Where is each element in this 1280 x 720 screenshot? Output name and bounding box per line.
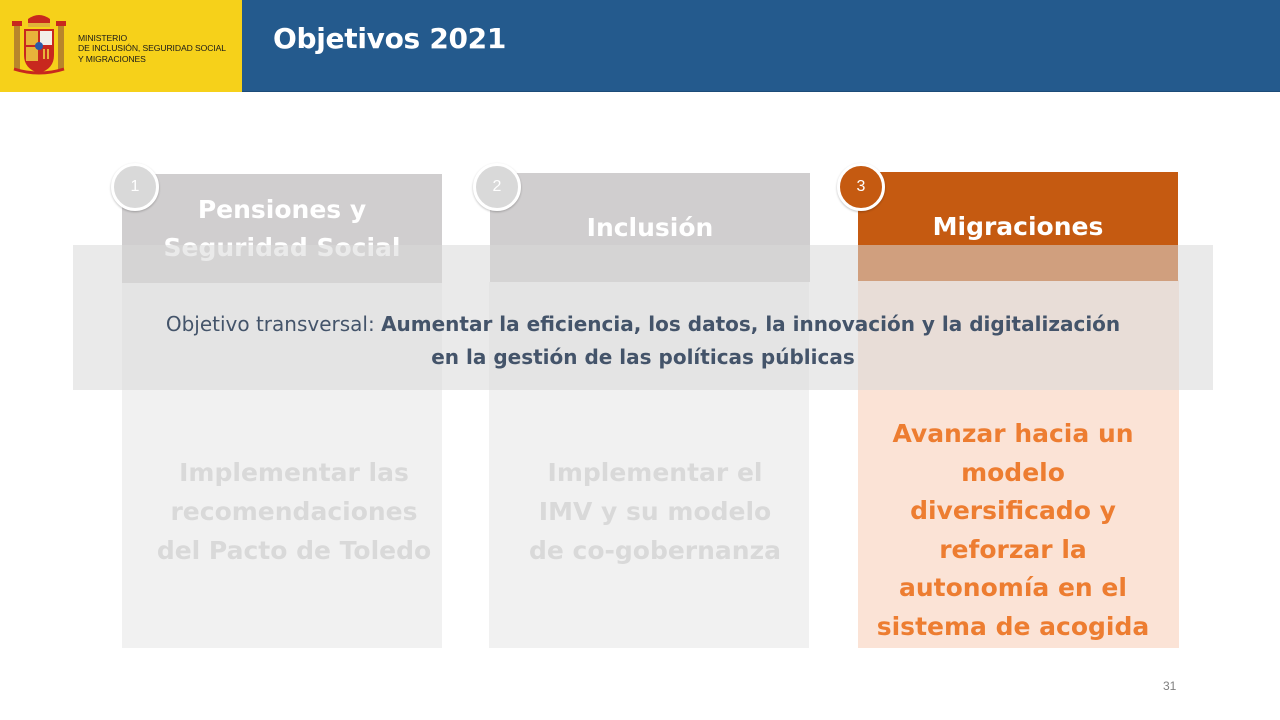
- page-number: 31: [1163, 679, 1177, 693]
- transversal-objective: Objetivo transversal: Aumentar la eficiencia, los datos, la innovación y la digitalización en la gestión de las políticas públicas: [165, 312, 1121, 369]
- ministry-logo: [0, 0, 242, 92]
- ministry-name: MINISTERIO DE INCLUSIÓN, SEGURIDAD SOCIAL Y MIGRACIONES: [78, 33, 226, 64]
- column-1-objective: Implementar las recomendaciones del Pacto de Toledo: [156, 458, 432, 565]
- header-bar: [242, 0, 1280, 92]
- column-2-objective: Implementar el IMV y su modelo de co-gobernanza: [528, 458, 782, 565]
- slide-title: Objetivos 2021: [273, 22, 507, 55]
- column-3-title: Migraciones: [932, 211, 1104, 241]
- column-1-title: Pensiones y: [197, 194, 367, 224]
- coat-of-arms-icon: [10, 11, 68, 79]
- column-2-title: Inclusión: [586, 212, 714, 242]
- column-1-number-badge: 1: [111, 163, 159, 211]
- column-3-objective: Avanzar hacia un modelo diversificado y reforzar la autonomía en el sistema de acogida: [876, 419, 1150, 641]
- column-3-number-badge: 3: [837, 163, 885, 211]
- column-2-number-badge: 2: [473, 163, 521, 211]
